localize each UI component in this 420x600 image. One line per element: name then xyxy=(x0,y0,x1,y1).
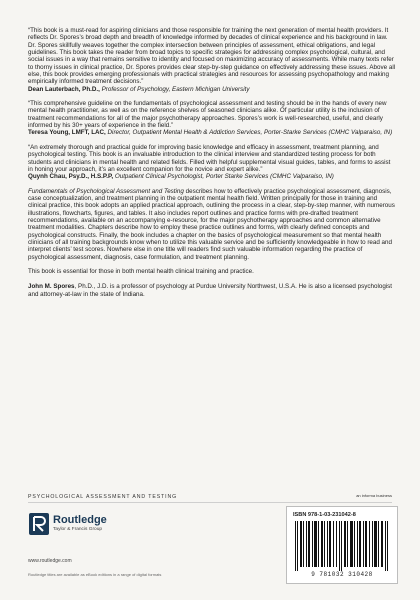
publisher-website: www.routledge.com xyxy=(28,558,72,564)
author-bio xyxy=(28,283,396,298)
endorsement-quote: “An extremely thorough and practical guide for improving basic knowledge and efficacy in assessment, treatment planning, and psychological testing. This book is an invaluable introduction to the clinical interview and standardized testing process for both students and clinicians in mental health and related fields. Filled with helpful supplemental visual guides, tables, and forms to assist in honing your approach, it’s an excellent companion for the novice and expert alike.” xyxy=(28,143,391,173)
endorsement-quote: “This book is a must-read for aspiring clinicians and those responsible for training the next generation of mental health providers. It reflects Dr. Spores’s broad depth and breadth of knowledge informed by decades of clinical experience and his background in law. Dr. Spores skillfully weaves together the complex intersection between principles of assessment, ethical obligations, and legal guidelines. This book takes the reader from broad topics to specific strategies for addressing complex psychological, cultural, and social issues in a way that remains sensitive to identity and focused on maximizing accuracy of assessments. While many texts refer to thorny issues in clinical practice, Dr. Spores provides clear step-by-step guidance on effectively addressing these issues. Above all else, this book provides emerging professionals with practical strategies and resources for assessing psychopathology and making empirically informed treatment decisions.” xyxy=(28,27,396,86)
barcode-number: 9 781032 310428 xyxy=(311,571,373,578)
description-body: describes how to effectively practice psychological assessment, diagnosis, case conceptualization, and treatment planning in the outpatient mental health field. Written principally for those in training and clinical practice, this book adopts an applied practical approach, outlining the process in a clear, step-by-step manner, with numerous illustrations, flowcharts, figures, and tables. It also includes report outlines and practice forms with pre-drafted treatment recommendations, available on an accompanying e-resource, for the major psychotherapy approaches and common alternative treatment modalities. Chapters describe how to employ these practice outlines and forms, with clearly defined concepts and psychological constructs. Finally, the book includes a chapter on the basics of psychological measurement so that mental health clinicians of all training backgrounds know when to utilize this valuable service and be sufficiently knowledgeable in how to read and interpret clients’ test scores. Nowhere else in one title will readers find such valuable information regarding the practice of psychological assessment, diagnosis, case formulation, and treatment planning. xyxy=(28,187,395,261)
endorsement-attribution xyxy=(28,86,396,93)
footer-divider xyxy=(28,502,392,503)
endorser-name: Quynh Chau, Psy.D., H.S.P.P, xyxy=(28,173,114,181)
author-name: John M. Spores xyxy=(28,283,75,291)
series-name: PSYCHOLOGICAL ASSESSMENT AND TESTING xyxy=(28,494,178,500)
endorsement-quote: “This comprehensive guideline on the fundamentals of psychological assessment and testing should be in the hands of every new mental health practitioner, as well as on the reference shelves of seasoned clinicians alike. Of particular utility is the inclusion of treatment recommendations for all of the major psychotherapy approaches. Spores’s work is well-researched, useful, and clearly informed by his 30+ years of experience in the field.” xyxy=(28,100,387,130)
endorsement-attribution xyxy=(28,173,396,180)
routledge-logo-icon xyxy=(28,512,50,536)
endorsement-3 xyxy=(28,144,396,181)
ebook-note: Routledge titles are available as eBook editions in a range of digital formats xyxy=(28,572,162,577)
isbn-barcode xyxy=(286,506,398,584)
isbn-label: ISBN 978-1-03-231042-8 xyxy=(293,512,356,518)
book-title: Fundamentals of Psychological Assessment and Testing xyxy=(28,187,184,195)
endorsement-2 xyxy=(28,100,396,137)
audience-statement: This book is essential for those in both mental health clinical training and practice. xyxy=(28,267,254,275)
book-description xyxy=(28,188,396,261)
routledge-logo xyxy=(28,512,148,546)
endorser-title: Professor of Psychology, Eastern Michigan University xyxy=(101,85,250,93)
cover-text xyxy=(28,27,396,305)
publisher-name: Routledge xyxy=(53,514,107,526)
endorser-title: Outpatient Clinical Psychologist, Porter Starke Services (CMHC Valparaiso, IN) xyxy=(114,173,334,181)
endorser-name: Teresa Young, LMFT, LAC, xyxy=(28,129,106,137)
author-bio-text: , Ph.D., J.D. is a professor of psychology at Purdue University Northwest, U.S.A. He is also a licensed psychologist and attorney-at-law in the state of Indiana. xyxy=(28,283,393,298)
endorser-title: Director, Outpatient Mental Health & Addiction Services, Porter-Starke Services (CMHC Valparaiso, IN) xyxy=(107,129,393,137)
barcode-icon xyxy=(293,521,391,571)
endorser-name: Dean Lauterbach, Ph.D., xyxy=(28,85,100,93)
endorsement-attribution xyxy=(28,129,396,136)
publisher-subtitle: Taylor & Francis Group xyxy=(53,527,103,532)
informa-tagline: an informa business xyxy=(356,493,392,498)
endorsement-1 xyxy=(28,27,396,93)
